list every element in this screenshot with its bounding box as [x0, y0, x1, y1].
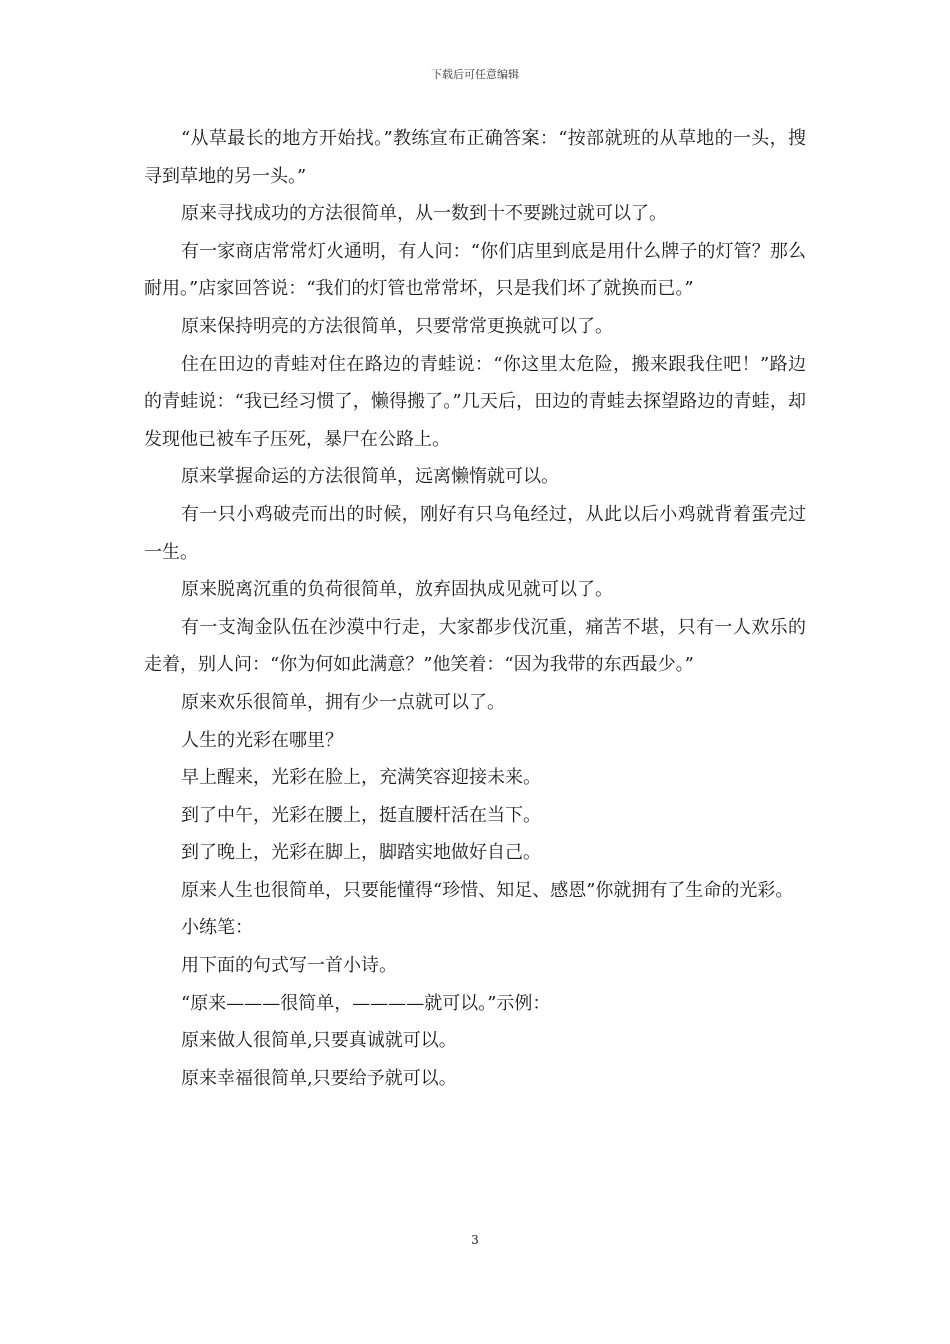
- paragraph: 原来寻找成功的方法很简单，从一数到十不要跳过就可以了。: [181, 203, 667, 225]
- paragraph: 原来幸福很简单,只要给予就可以。: [181, 1067, 457, 1089]
- paragraph: 人生的光彩在哪里？: [181, 729, 343, 751]
- paragraph: 原来人生也很简单，只要能懂得“珍惜、知足、感恩”你就拥有了生命的光彩。: [181, 879, 794, 901]
- document-body: [144, 120, 806, 1097]
- paragraph: 原来掌握命运的方法很简单，远离懒惰就可以。: [181, 466, 559, 488]
- paragraph: 用下面的句式写一首小诗。: [181, 955, 397, 977]
- page-number: 3: [471, 1233, 479, 1247]
- paragraph: 原来脱离沉重的负荷很简单，放弃固执成见就可以了。: [181, 579, 613, 601]
- paragraph: 有一只小鸡破壳而出的时候，刚好有只乌龟经过，从此以后小鸡就背着蛋壳过一生。: [144, 503, 806, 563]
- paragraph: 原来保持明亮的方法很简单，只要常常更换就可以了。: [181, 315, 613, 337]
- paragraph: 住在田边的青蛙对住在路边的青蛙说：“你这里太危险，搬来跟我住吧！”路边的青蛙说：“我已经习惯了，懒得搬了。”几天后，田边的青蛙去探望路边的青蛙，却发现他已被车子压死，暴尸在公路上。: [144, 353, 806, 450]
- paragraph: “原来———很简单，————就可以。”示例：: [181, 992, 551, 1014]
- paragraph: 小练笔：: [181, 917, 253, 939]
- paragraph: 原来欢乐很简单，拥有少一点就可以了。: [181, 691, 505, 713]
- paragraph: 有一支淘金队伍在沙漠中行走，大家都步伐沉重，痛苦不堪，只有一人欢乐的走着，别人问：“你为何如此满意？”他笑着：“因为我带的东西最少。”: [144, 616, 806, 676]
- paragraph: 到了晚上，光彩在脚上，脚踏实地做好自己。: [181, 842, 541, 864]
- paragraph: “从草最长的地方开始找。”教练宣布正确答案：“按部就班的从草地的一头，搜寻到草地的另一头。”: [144, 128, 806, 187]
- paragraph: 原来做人很简单,只要真诚就可以。: [181, 1030, 457, 1052]
- paragraph: 有一家商店常常灯火通明，有人问：“你们店里到底是用什么牌子的灯管？那么耐用。”店家回答说：“我们的灯管也常常坏，只是我们坏了就换而已。”: [144, 240, 806, 300]
- page-header: 下载后可任意编辑: [431, 68, 519, 81]
- paragraph: 早上醒来，光彩在脸上，充满笑容迎接未来。: [181, 767, 541, 789]
- paragraph: 到了中午，光彩在腰上，挺直腰杆活在当下。: [181, 804, 541, 826]
